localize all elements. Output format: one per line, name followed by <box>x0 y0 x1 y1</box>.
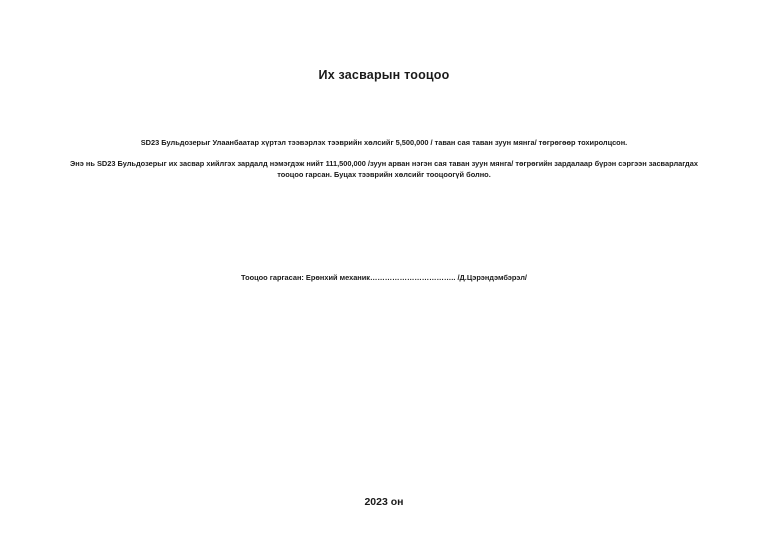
document-title: Их засварын тооцоо <box>318 68 450 82</box>
paragraph-total-repair-cost: Энэ нь SD23 Бульдозерыг их засвар хийлгэх зардалд нэмэгдэж нийт 111,500,000 /зуун арван нэгэн сая таван зуун мянга/ төгрөгийн зардалаар бүрэн сэргээн засварлагдах тооцоо гарсан. Буцах тээврийн хөлсийг тооцоогүй болно. <box>70 159 698 179</box>
paragraph-transport-cost: SD23 Бульдозерыг Улаанбаатар хүртэл тээвэрлэх тээврийн хөлсийг 5,500,000 / таван сая таван зуун мянга/ төгрөгөөр тохиролцсон. <box>140 138 628 147</box>
document-year: 2023 он <box>364 496 404 508</box>
signature-line: Тооцоо гаргасан: Ерөнхий механик…………………………….. /Д.Цэрэндэмбэрэл/ <box>241 273 527 282</box>
